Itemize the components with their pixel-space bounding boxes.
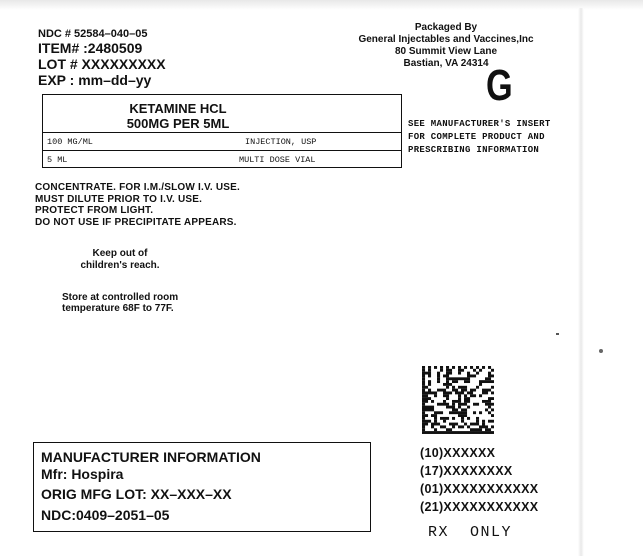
warnings-block [35, 182, 240, 228]
warning-line: PROTECT FROM LIGHT. [35, 205, 154, 216]
drug-concentration: 100 MG/ML [47, 137, 93, 147]
drug-box-divider-2 [43, 150, 401, 151]
label-right-edge [578, 8, 584, 556]
insert-line-1: SEE MANUFACTURER'S INSERT [408, 119, 551, 129]
manufacturer-name: Mfr: Hospira [41, 466, 124, 482]
field-serial: (21)XXXXXXXXXXX [420, 500, 539, 514]
packager-block [330, 22, 562, 70]
datamatrix-barcode [422, 366, 494, 434]
manufacturer-heading: MANUFACTURER INFORMATION [41, 449, 261, 465]
item-number: ITEM# :2480509 [38, 40, 143, 56]
insert-notice [408, 118, 551, 157]
drug-volume: 5 ML [47, 155, 68, 165]
storage-line-2: temperature 68F to 77F. [62, 303, 174, 314]
original-mfg-lot: ORIG MFG LOT: XX–XXX–XX [41, 486, 232, 502]
children-warning [60, 248, 180, 271]
speck [556, 333, 559, 335]
field-lot: (10)XXXXXX [420, 446, 496, 460]
warning-line: CONCENTRATE. FOR I.M./SLOW I.V. USE. [35, 182, 240, 193]
drug-info-box [42, 94, 402, 168]
packager-line-3: 80 Summit View Lane [394, 46, 498, 57]
drug-name: KETAMINE HCL [129, 101, 227, 116]
rx-only: RX ONLY [428, 524, 513, 541]
insert-line-2: FOR COMPLETE PRODUCT AND [408, 132, 545, 142]
children-line-1: Keep out of [92, 248, 148, 259]
drug-route: INJECTION, USP [245, 137, 317, 147]
warning-line: MUST DILUTE PRIOR TO I.V. USE. [35, 193, 203, 205]
drug-container: MULTI DOSE VIAL [239, 155, 316, 165]
manufacturer-box [33, 442, 371, 532]
children-line-2: children's reach. [80, 259, 160, 271]
company-logo [486, 61, 524, 110]
field-expiry: (17)XXXXXXXX [420, 464, 513, 478]
ndc-number: NDC # 52584–040–05 [38, 28, 148, 40]
warning-line: DO NOT USE IF PRECIPITATE APPEARS. [35, 216, 237, 228]
packager-line-1: Packaged By [414, 22, 478, 33]
barcode-fields [420, 444, 538, 516]
label-top-edge [0, 0, 643, 10]
speck [599, 349, 603, 353]
lot-number: LOT # XXXXXXXXX [38, 56, 166, 72]
packager-line-4: Bastian, VA 24314 [403, 58, 489, 69]
field-gtin: (01)XXXXXXXXXXX [420, 482, 539, 496]
expiration-date: EXP : mm–dd–yy [38, 72, 152, 88]
packager-line-2: General Injectables and Vaccines,Inc [358, 34, 534, 45]
insert-line-3: PRESCRIBING INFORMATION [408, 145, 540, 155]
storage-line-1: Store at controlled room [62, 292, 179, 303]
drug-strength: 500MG PER 5ML [126, 116, 230, 131]
manufacturer-ndc: NDC:0409–2051–05 [41, 507, 170, 523]
logo-letter: G [486, 61, 512, 110]
drug-box-divider-1 [43, 132, 401, 133]
storage-instructions [62, 292, 178, 314]
